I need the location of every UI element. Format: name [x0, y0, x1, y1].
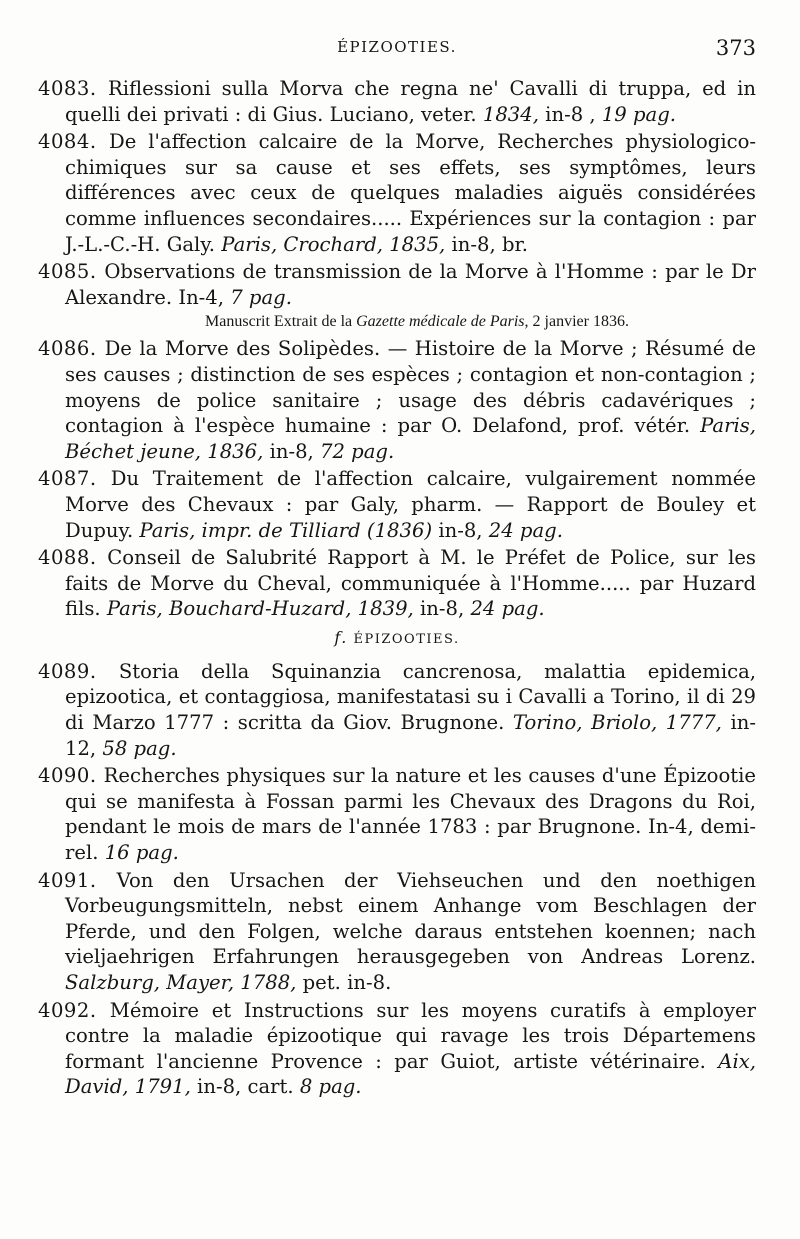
entry-text: 7 pag.	[230, 285, 292, 309]
bibliography-entry	[38, 336, 756, 464]
bibliography-entry	[38, 763, 756, 865]
entry-text: Torino, Briolo, 1777,	[512, 711, 722, 735]
entries-group-epizooties	[38, 659, 756, 1100]
bibliography-entry	[38, 659, 756, 761]
entry-text: 16 pag.	[104, 841, 179, 865]
entry-text: Du Traitement de l'affection calcaire, vulgairement nommée Morve des Chevaux : par Galy, pharm. — Rapport de Bouley et Dupuy.	[65, 467, 756, 542]
entry-text: Riflessioni sulla Morva che regna ne' Cavalli di truppa, ed in quelli dei privati : di Gius. Luciano, veter.	[65, 77, 756, 126]
entry-text: in-8,	[432, 518, 489, 542]
entry-text: Salzburg, Mayer, 1788,	[65, 971, 297, 994]
entry-text: Paris, impr. de Tilliard (1836)	[139, 518, 433, 542]
entry-text: Observations de transmission de la Morve à l'Homme : par le Dr Alexandre. In-4,	[65, 260, 757, 309]
section-title: ÉPIZOOTIES.	[353, 631, 460, 647]
bibliography-entry	[38, 466, 756, 543]
entry-text: 8 pag.	[299, 1075, 362, 1099]
section-heading	[38, 628, 756, 647]
entry-text: 58 pag.	[102, 736, 177, 760]
entry-text: pet. in-8.	[296, 971, 392, 994]
entry-text: 72 pag.	[320, 439, 395, 463]
entry-text: 24 pag.	[488, 518, 563, 542]
entry-text: 1834,	[482, 102, 539, 126]
bibliography-entry	[38, 76, 756, 127]
entries-group-morve-continued	[38, 336, 756, 622]
entry-number: 4087.	[38, 467, 111, 491]
entry-number: 4086.	[38, 337, 105, 361]
page-header	[38, 36, 756, 76]
entry-number: 4088.	[38, 546, 108, 570]
entry-text: De la Morve des Solipèdes. — Histoire de la Morve ; Résumé de ses causes ; distinction de ses espèces ; contagion et non-contagion ; moyens de police sanitaire ; usage des débris cadavériques ; contagion à l'espèce humaine : par O. Delafond, prof. vétér.	[65, 337, 756, 438]
entry-text: Mémoire et Instructions sur les moyens curatifs à employer contre la maladie épizootique qui ravage les trois Départemens formant l'ancienne Provence : par Guiot, artiste vétérinaire.	[65, 998, 756, 1073]
entry-note-4085	[78, 311, 756, 333]
entry-number: 4091.	[38, 868, 117, 892]
entry-text: Paris, Béchet jeune, 1836,	[65, 414, 756, 463]
page-number: 373	[715, 36, 756, 60]
entry-text: in-8 ,	[538, 102, 602, 126]
entry-text: Aix, David, 1791,	[65, 1049, 756, 1099]
entry-number: 4090.	[38, 764, 104, 788]
entry-text: 24 pag.	[470, 597, 545, 621]
entry-text: Storia della Squinanzia cancrenosa, malattia epidemica, epizootica, et contaggiosa, manifestatasi su i Cavalli a Torino, il di 29 di Marzo 1777 : scritta da Giov. Brugnone.	[65, 659, 757, 735]
entry-text: in-8,	[413, 597, 471, 621]
running-head: ÉPIZOOTIES.	[337, 38, 457, 56]
entry-number: 4084.	[38, 130, 110, 154]
entry-text: Gazette médicale de Paris	[356, 313, 525, 331]
bibliography-entry	[38, 129, 756, 257]
entry-text: in-8, cart.	[190, 1075, 300, 1099]
bibliography-entry	[38, 998, 756, 1100]
bibliography-entry	[38, 545, 756, 622]
entry-text: Recherches physiques sur la nature et les causes d'une Épizootie qui se manifesta à Fossan parmi les Chevaux des Dragons du Roi, pendant le mois de mars de l'année 1783 : par Brugnone. In-4, demi-rel.	[65, 764, 756, 865]
entry-text: Paris, Bouchard-Huzard, 1839,	[106, 597, 414, 621]
entry-text: 19 pag.	[601, 102, 676, 126]
entry-text: Von den Ursachen der Viehseuchen und den noethigen Vorbeugungsmitteln, nebst einem Anhange vom Beschlagen der Pferde, und den Folgen, welche daraus entstehen koennen; nach vieljaehrigen Erfahrungen herausgegeben von Andreas Lorenz.	[65, 868, 757, 969]
entries-group-morve	[38, 76, 756, 310]
entry-text: Paris, Crochard, 1835,	[221, 232, 446, 256]
entry-text: Conseil de Salubrité Rapport à M. le Préfet de Police, sur les faits de Morve du Cheval, communiquée à l'Homme..... par Huzard fils.	[65, 546, 756, 621]
entry-text: in-8,	[263, 439, 321, 463]
entry-number: 4085.	[38, 260, 105, 284]
entry-number: 4083.	[38, 77, 108, 100]
entry-text: Manuscrit Extrait de la	[205, 313, 357, 331]
entry-text: , 2 janvier 1836.	[524, 313, 629, 331]
bibliography-entry	[38, 868, 756, 996]
bibliography-entry	[38, 259, 756, 310]
entry-text: in-8, br.	[445, 232, 528, 256]
entry-text: De l'affection calcaire de la Morve, Recherches physiologico-chimiques sur sa cause et ses effets, ses symptômes, leurs différences avec ceux de quelques maladies aiguës considérées comme influences secondaires..... Expériences sur la contagion : par J.-L.-C.-H. Galy.	[65, 130, 756, 256]
entry-number: 4092.	[38, 998, 110, 1022]
entry-text: in-12,	[65, 711, 756, 760]
section-letter: f.	[334, 627, 348, 647]
entry-number: 4089.	[38, 659, 119, 683]
